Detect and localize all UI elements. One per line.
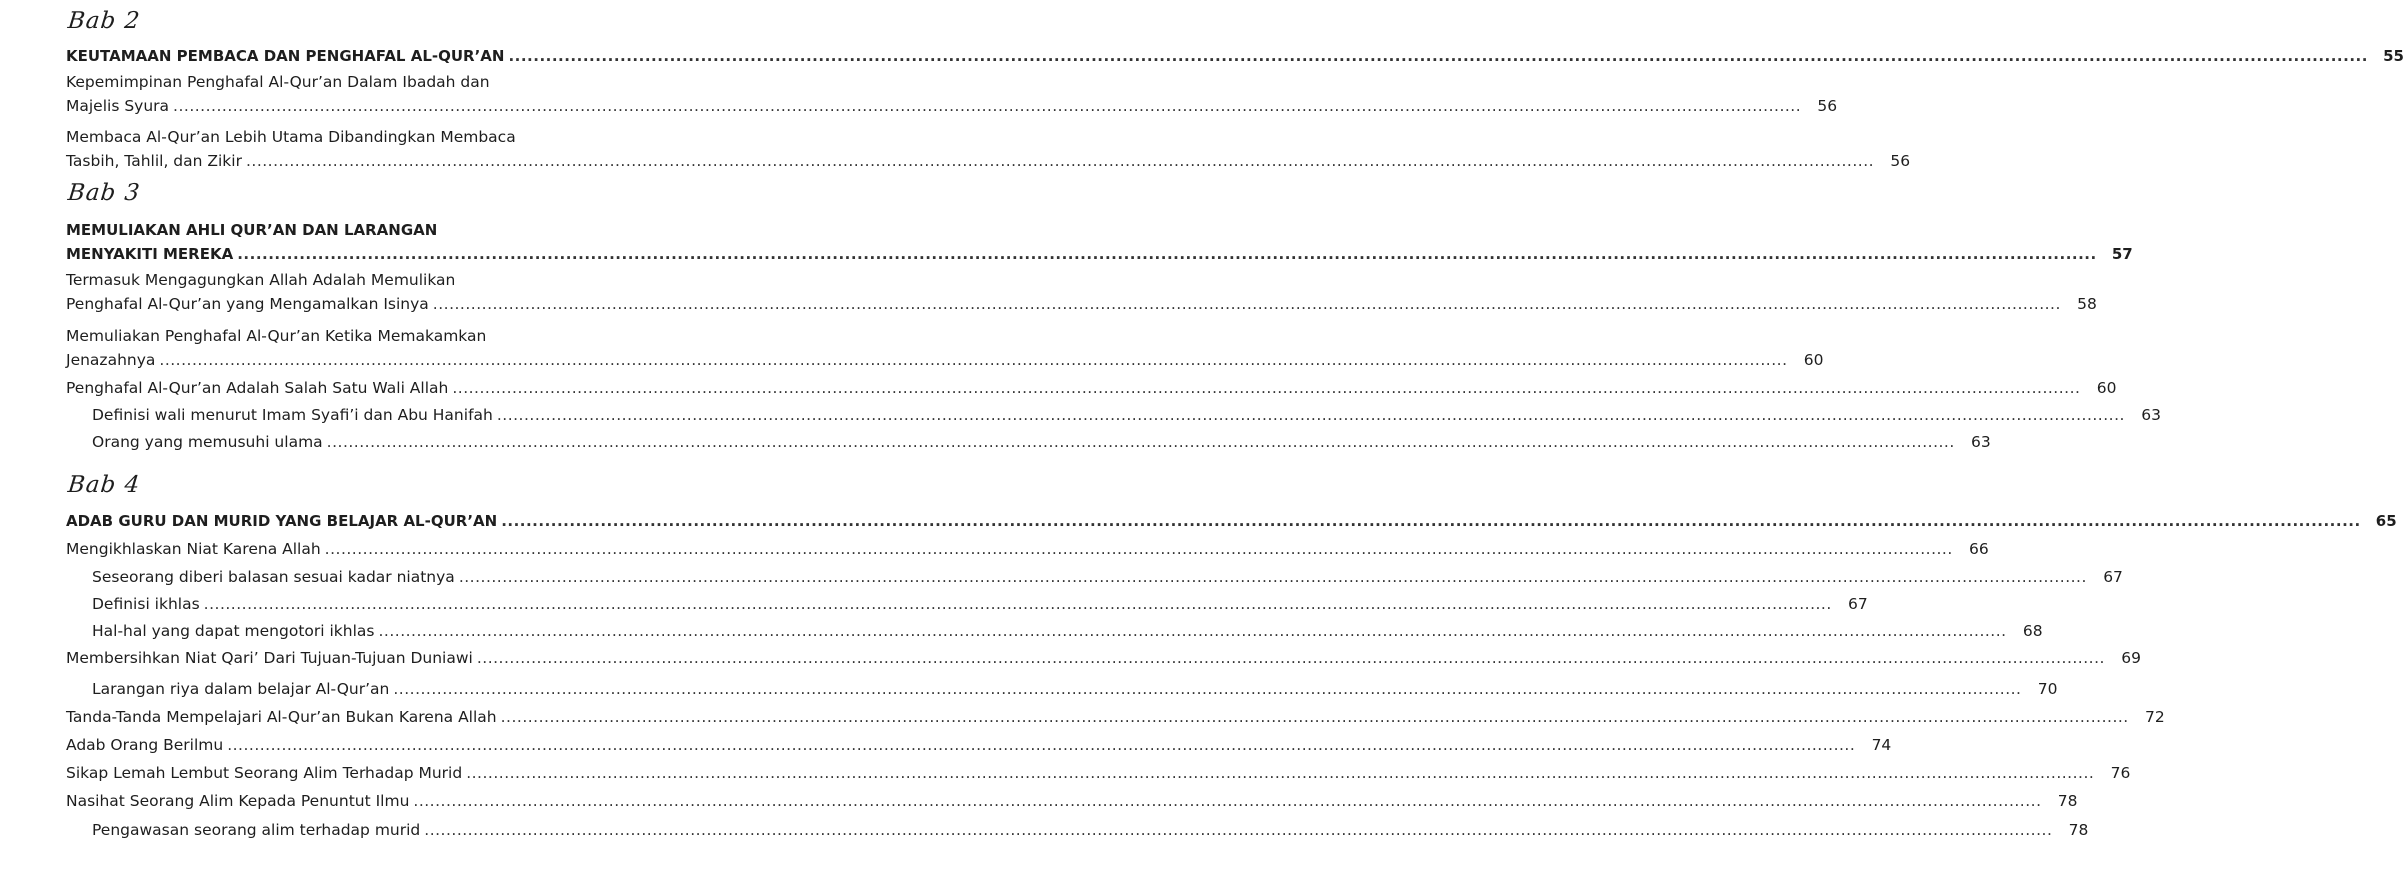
entry-line	[92, 403, 2161, 427]
page-number: 76	[2110, 764, 2131, 782]
page-number: 63	[1971, 433, 1991, 451]
section-entry	[66, 789, 2078, 813]
dot-leader: ............................................................................................................................................................................................................................................................................................................	[496, 406, 2125, 424]
entry-line	[92, 430, 1991, 454]
dot-leader: ............................................................................................................................................................................................................................................................................................................	[466, 764, 2095, 782]
page-number: 60	[2096, 379, 2117, 397]
dot-leader: ............................................................................................................................................................................................................................................................................................................	[500, 708, 2129, 726]
dot-leader: ............................................................................................................................................................................................................................................................................................................	[432, 295, 2061, 313]
entry-title-text: Definisi ikhlas	[92, 595, 200, 613]
subsection-entry	[92, 818, 2089, 842]
page-number: 74	[1871, 736, 1892, 754]
dot-leader: ............................................................................................................................................................................................................................................................................................................	[508, 47, 2368, 65]
page-number: 69	[2121, 649, 2141, 667]
section-entry	[66, 125, 1911, 173]
dot-leader: ............................................................................................................................................................................................................................................................................................................	[424, 821, 2053, 839]
entry-title-text: Kepemimpinan Penghafal Al-Qur’an Dalam Ibadah dan	[66, 73, 490, 91]
section-entry	[66, 70, 1838, 118]
page-number: 72	[2145, 708, 2165, 726]
entry-title-text: Nasihat Seorang Alim Kepada Penuntut Ilmu	[66, 792, 410, 810]
entry-title-text: Pengawasan seorang alim terhadap murid	[92, 821, 421, 839]
dot-leader: ............................................................................................................................................................................................................................................................................................................	[458, 568, 2087, 586]
entry-line	[66, 94, 1838, 118]
page-number: 55	[2383, 47, 2404, 65]
entry-line	[66, 125, 580, 149]
page-number: 65	[2375, 512, 2397, 530]
entry-line	[66, 789, 2078, 813]
dot-leader: ............................................................................................................................................................................................................................................................................................................	[245, 152, 1875, 170]
entry-line	[66, 646, 2141, 670]
entry-title-text: Membaca Al-Qur’an Lebih Utama Dibandingkan Membaca	[66, 128, 516, 146]
dot-leader: ............................................................................................................................................................................................................................................................................................................	[324, 540, 1953, 558]
subsection-entry	[92, 619, 2043, 643]
entry-line	[66, 242, 2133, 266]
subsection-entry	[92, 677, 2058, 701]
entry-line	[92, 619, 2043, 643]
page-number: 67	[2103, 568, 2123, 586]
entry-line	[66, 705, 2165, 729]
entry-line	[66, 348, 1824, 372]
entry-title-text: KEUTAMAAN PEMBACA DAN PENGHAFAL AL-QUR’AN	[66, 47, 505, 65]
entry-line	[66, 324, 580, 348]
entry-line	[66, 376, 2117, 400]
entry-line	[66, 44, 2404, 68]
dot-leader: ............................................................................................................................................................................................................................................................................................................	[413, 792, 2042, 810]
entry-title-text: ADAB GURU DAN MURID YANG BELAJAR AL-QUR’AN	[66, 512, 498, 530]
page-number: 78	[2068, 821, 2089, 839]
dot-leader: ............................................................................................................................................................................................................................................................................................................	[159, 351, 1788, 369]
entry-title-text: Termasuk Mengagungkan Allah Adalah Memulikan	[66, 271, 456, 289]
dot-leader: ............................................................................................................................................................................................................................................................................................................	[203, 595, 1832, 613]
entry-line	[66, 268, 580, 292]
page-number: 66	[1969, 540, 1989, 558]
entry-title-text: Larangan riya dalam belajar Al-Qur’an	[92, 680, 390, 698]
page-number: 56	[1890, 152, 1911, 170]
dot-leader: ............................................................................................................................................................................................................................................................................................................	[237, 245, 2097, 263]
dot-leader: ............................................................................................................................................................................................................................................................................................................	[452, 379, 2081, 397]
section-entry	[66, 324, 1824, 372]
page-number: 68	[2022, 622, 2043, 640]
page-number: 63	[2141, 406, 2161, 424]
entry-line	[92, 565, 2123, 589]
subsection-entry	[92, 403, 2161, 427]
chapter-title-entry	[66, 218, 2133, 266]
entry-title-text: Majelis Syura	[66, 97, 170, 115]
section-entry	[66, 761, 2131, 785]
dot-leader: ............................................................................................................................................................................................................................................................................................................	[393, 680, 2022, 698]
dot-leader: ............................................................................................................................................................................................................................................................................................................	[227, 736, 1856, 754]
page-number: 57	[2111, 245, 2133, 263]
entry-line	[66, 537, 1989, 561]
section-entry	[66, 646, 2141, 670]
subsection-entry	[92, 592, 1868, 616]
entry-line	[66, 761, 2131, 785]
section-entry	[66, 537, 1989, 561]
subsection-entry	[92, 430, 1991, 454]
entry-title-text: MENYAKITI MEREKA	[66, 245, 234, 263]
entry-title-text: Hal-hal yang dapat mengotori ikhlas	[92, 622, 375, 640]
dot-leader: ............................................................................................................................................................................................................................................................................................................	[378, 622, 2007, 640]
dot-leader: ............................................................................................................................................................................................................................................................................................................	[476, 649, 2105, 667]
entry-title-text: Tanda-Tanda Mempelajari Al-Qur’an Bukan Karena Allah	[66, 708, 497, 726]
entry-title-text: Seseorang diberi balasan sesuai kadar niatnya	[92, 568, 455, 586]
entry-title-text: Membersihkan Niat Qari’ Dari Tujuan-Tujuan Duniawi	[66, 649, 473, 667]
chapter-heading: Bab 2	[66, 8, 142, 34]
section-entry	[66, 705, 2165, 729]
entry-line	[66, 733, 1892, 757]
entry-title-text: Jenazahnya	[66, 351, 156, 369]
chapter-heading: Bab 3	[66, 180, 142, 206]
page-number: 60	[1803, 351, 1824, 369]
chapter-title-entry	[66, 44, 2404, 68]
section-entry	[66, 268, 2097, 316]
subsection-entry	[92, 565, 2123, 589]
entry-title-text: Penghafal Al-Qur’an Adalah Salah Satu Wali Allah	[66, 379, 449, 397]
page-number: 70	[2037, 680, 2058, 698]
entry-line	[66, 292, 2097, 316]
entry-title-text: Adab Orang Berilmu	[66, 736, 224, 754]
entry-title-text: Tasbih, Tahlil, dan Zikir	[66, 152, 242, 170]
dot-leader: ............................................................................................................................................................................................................................................................................................................	[501, 512, 2361, 530]
entry-title-text: Sikap Lemah Lembut Seorang Alim Terhadap Murid	[66, 764, 463, 782]
section-entry	[66, 376, 2117, 400]
entry-line	[66, 149, 1911, 173]
entry-title-text: Orang yang memusuhi ulama	[92, 433, 323, 451]
dot-leader: ............................................................................................................................................................................................................................................................................................................	[326, 433, 1955, 451]
page-number: 56	[1817, 97, 1838, 115]
entry-line	[66, 218, 580, 242]
section-entry	[66, 733, 1892, 757]
page-number: 78	[2057, 792, 2078, 810]
page-number: 58	[2077, 295, 2097, 313]
entry-line	[66, 509, 2397, 533]
entry-title-text: Penghafal Al-Qur’an yang Mengamalkan Isinya	[66, 295, 429, 313]
entry-title-text: MEMULIAKAN AHLI QUR’AN DAN LARANGAN	[66, 221, 438, 239]
entry-line	[92, 592, 1868, 616]
entry-title-text: Memuliakan Penghafal Al-Qur’an Ketika Memakamkan	[66, 327, 487, 345]
page-number: 67	[1848, 595, 1868, 613]
entry-line	[92, 677, 2058, 701]
chapter-heading: Bab 4	[66, 472, 142, 498]
entry-line	[66, 70, 580, 94]
entry-title-text: Definisi wali menurut Imam Syafi’i dan Abu Hanifah	[92, 406, 493, 424]
entry-title-text: Mengikhlaskan Niat Karena Allah	[66, 540, 321, 558]
chapter-title-entry	[66, 509, 2397, 533]
dot-leader: ............................................................................................................................................................................................................................................................................................................	[173, 97, 1802, 115]
entry-line	[92, 818, 2089, 842]
